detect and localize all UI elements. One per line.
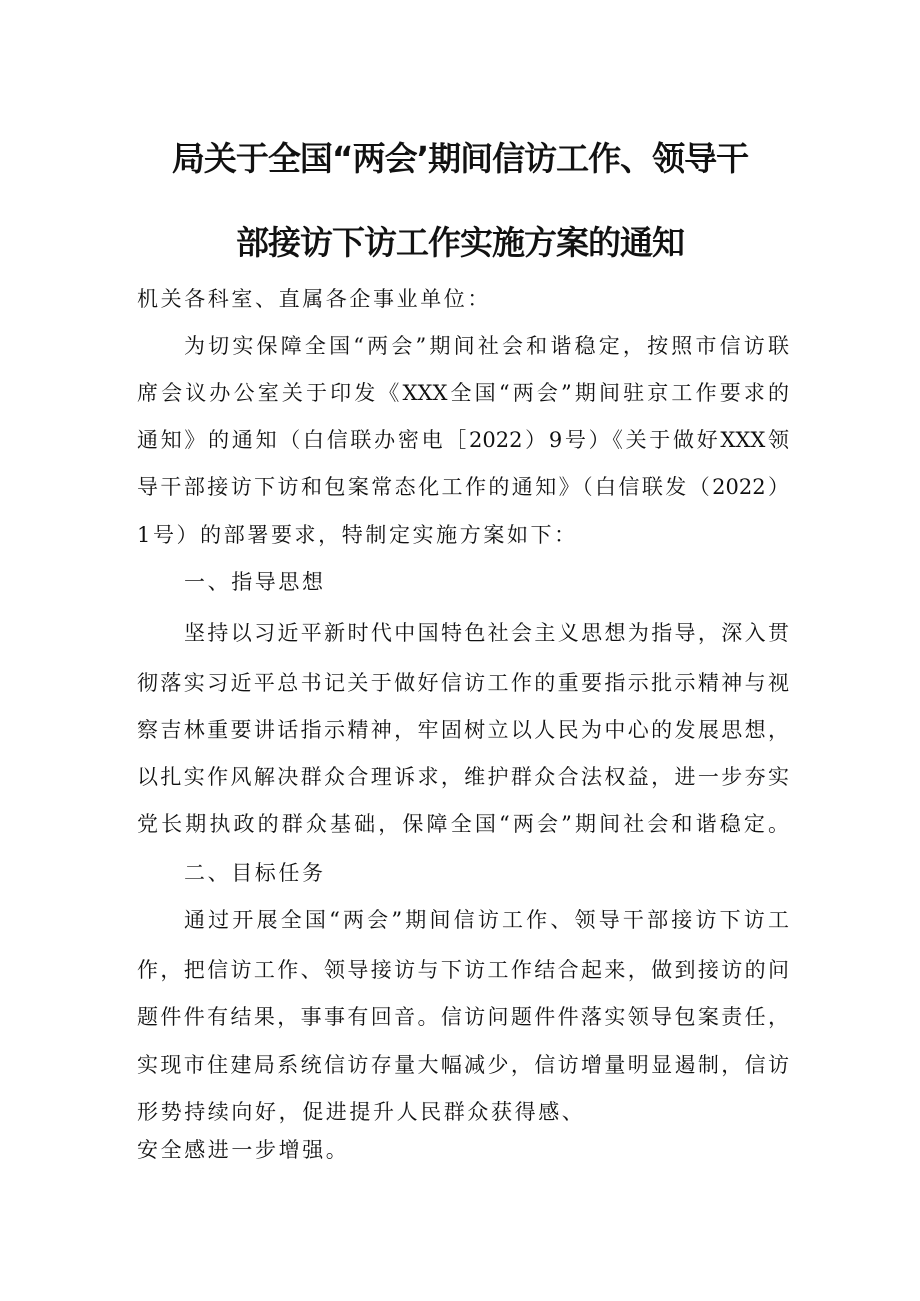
paragraph-line: 通过开展全国“两会”期间信访工作、领导干部接访下访工 [184,908,789,932]
paragraph-line: 彻落实习近平总书记关于做好信访工作的重要指示批示精神与视 [137,671,789,695]
paragraph-line: 形势持续向好，促进提升人民群众获得感、 [137,1100,586,1124]
section-heading-target-tasks: 二、目标任务 [184,861,326,885]
paragraph-line: 实现市住建局系统信访存量大幅减少，信访增量明显遏制，信访 [137,1053,789,1077]
paragraph-line: 导干部接访下访和包案常态化工作的通知》（白信联发（2022） [137,475,789,499]
document-title-line-1: 局关于全国“两会’期间信访工作、领导干 [171,139,749,178]
paragraph-line: 为切实保障全国“两会”期间社会和谐稳定，按照市信访联 [184,334,789,358]
paragraph-line: 察吉林重要讲话指示精神，牢固树立以人民为中心的发展思想， [137,718,789,742]
paragraph-line: 坚持以习近平新时代中国特色社会主义思想为指导，深入贯 [184,621,789,645]
paragraph-line: 通知》的通知（白信联办密电［2022）9号）《关于做好XXX领 [137,428,789,452]
paragraph-line: 席会议办公室关于印发《XXX全国“两会”期间驻京工作要求的 [137,381,789,405]
paragraph-line: 1号）的部署要求，特制定实施方案如下： [137,523,578,547]
paragraph-line: 题件件有结果，事事有回音。信访问题件件落实领导包案责任， [137,1005,789,1029]
paragraph-line: 作，把信访工作、领导接访与下访工作结合起来，做到接访的问 [137,958,789,982]
paragraph-line: 安全感进一步增强。 [137,1138,350,1162]
section-heading-guiding-ideology: 一、指导思想 [184,570,326,594]
document-title-line-2: 部接访下访工作实施方案的通知 [236,223,684,262]
salutation: 机关各科室、直属各企事业单位： [137,287,491,311]
paragraph-line: 党长期执政的群众基础，保障全国“两会”期间社会和谐稳定。 [137,812,789,836]
paragraph-line: 以扎实作风解决群众合理诉求，维护群众合法权益，进一步夯实 [137,765,789,789]
